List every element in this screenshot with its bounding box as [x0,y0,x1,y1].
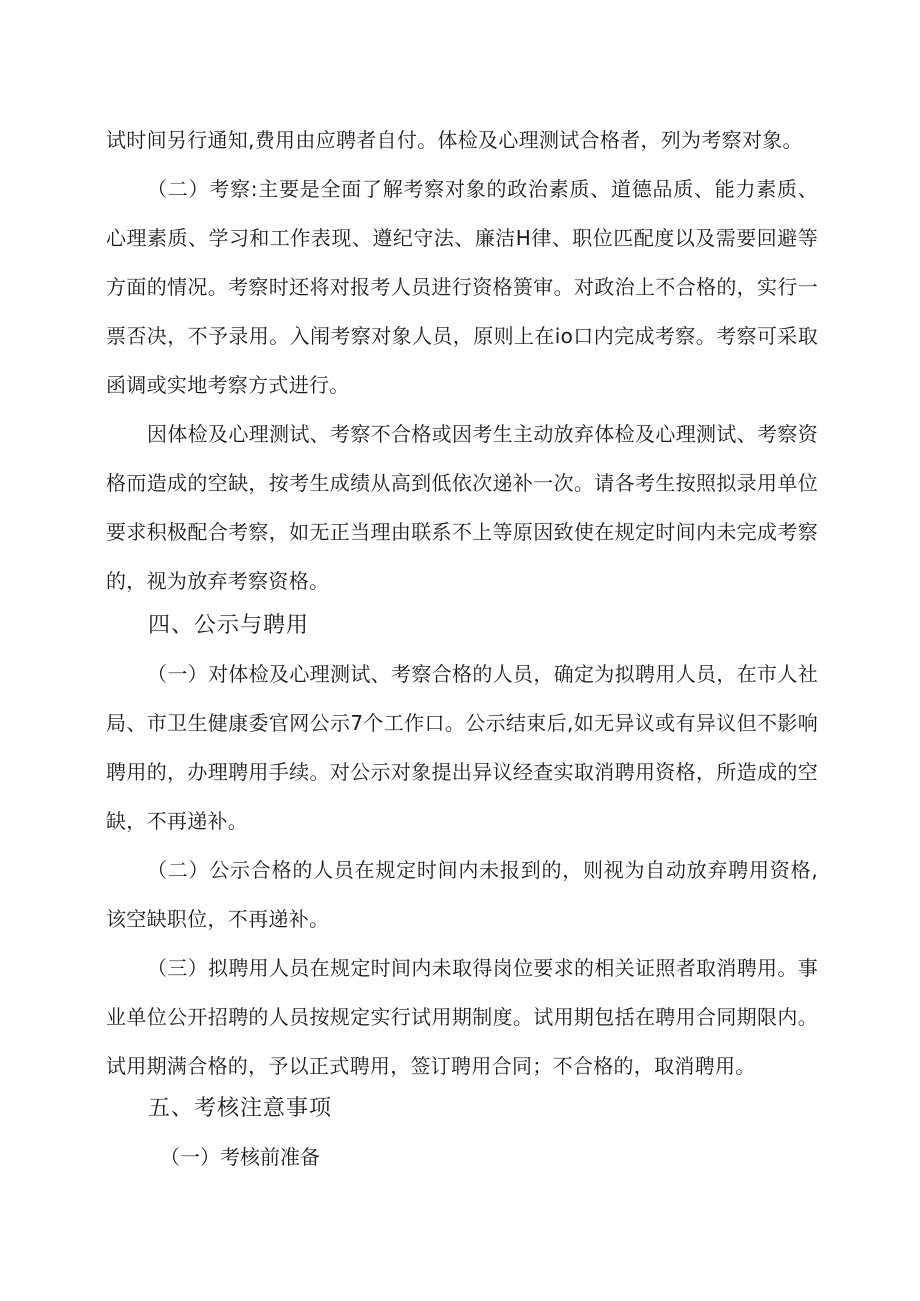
paragraph-exam-fee: 试时间另行通知,费用由应聘者自付。体检及心理测试合格者，列为考察对象。 [106,128,803,152]
paragraph-vacancy-replacement: 因体检及心理测试、考察不合格或因考生主动放弃体检及心理测试、考察资格而造成的空缺，按考生成绩从高到低依次递补一次。请各考生按照拟录用单位要求积极配合考察，如无正当理由联系不上等原因致使在规定时间内未完成考察的，视为放弃考察资格。 [106,422,818,593]
section-heading-publicity-employment: 四、公示与聘用 [148,613,310,638]
paragraph-inspection: （二）考察:主要是全面了解考察对象的政治素质、道德品质、能力素质、心理素质、学习和工作表现、遵纪守法、廉洁H律、职位匹配度以及需要回避等方面的情况。考察时还将对报考人员进行资格篑审。对政治上不合格的，实行一票否决，不予录用。入闱考察对象人员，原则上在io口内完成考察。考察可采取函调或实地考察方式进行。 [106,177,818,397]
paragraph-publicity-3: （三）拟聘用人员在规定时间内未取得岗位要求的相关证照者取消聘用。事业单位公开招聘的人员按规定实行试用期制度。试用期包括在聘用合同期限内。试用期满合格的，予以正式聘用，签订聘用合同；不合格的，取消聘用。 [106,956,818,1078]
paragraph-publicity-1: （一）对体检及心理测试、考察合格的人员，确定为拟聘用人员，在市人社局、市卫生健康委官网公示7个工作口。公示结束后,如无异议或有异议但不影响聘用的，办理聘用手续。对公示对象提出异议经查实取消聘用资格，所造成的空缺，不再递补。 [106,662,818,833]
paragraph-publicity-2: （二）公示合格的人员在规定时间内未报到的，则视为自动放弃聘用资格,该空缺职位，不再递补。 [106,858,818,931]
section-heading-assessment-notes: 五、考核注意事项 [148,1096,333,1121]
subheading-preparation: （一）考核前准备 [160,1145,320,1169]
